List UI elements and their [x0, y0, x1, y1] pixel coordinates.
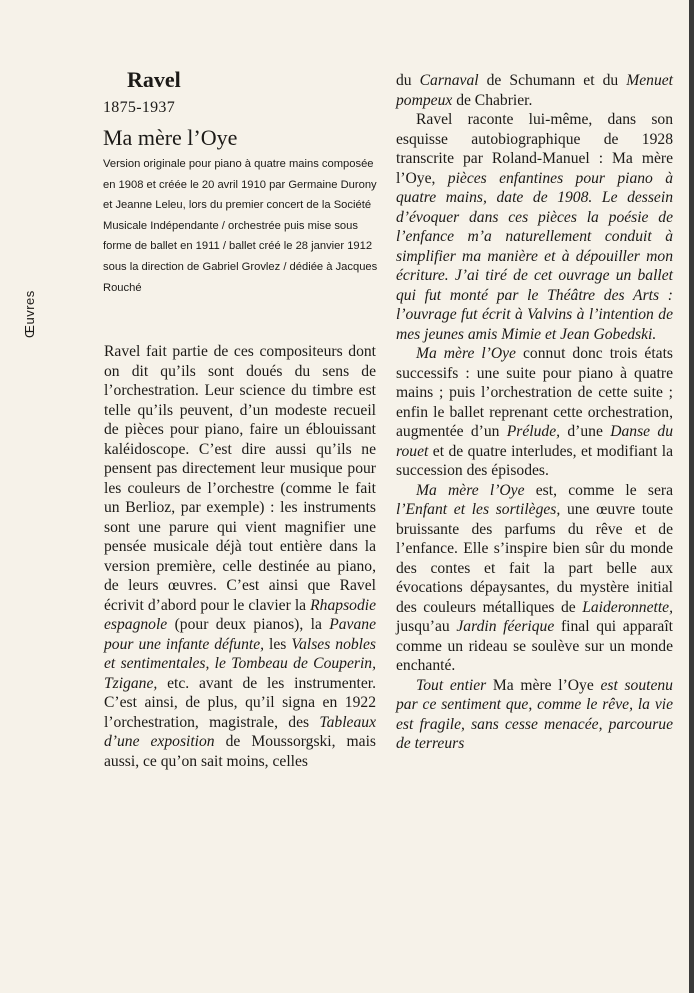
page-edge: [689, 0, 694, 993]
composer-name: Ravel: [127, 67, 181, 92]
text: etc. avant de les instrumenter. C’est ainsi, de plus, qu’il signa en 1922 l’orchestration, magistrale, des: [104, 674, 376, 731]
left-column: [104, 342, 376, 771]
italic-text: Danse du rouet: [396, 423, 673, 460]
text: de Schumann et du: [478, 72, 627, 89]
italic-text: Pavane pour une infante défunte,: [104, 616, 376, 653]
text: est, comme le sera: [524, 481, 673, 499]
text: jusqu’au: [396, 618, 457, 635]
italic-text: Rhapsodie espagnole: [104, 596, 376, 633]
italic-text: Laideronnette,: [582, 598, 673, 616]
work-header: [103, 66, 383, 298]
text: et de quatre interludes, et modifiant la succession des épisodes.: [396, 442, 673, 479]
paragraph: [396, 481, 673, 676]
work-title: Ma mère l’Oye: [103, 125, 238, 150]
italic-text: Ma mère l’Oye: [416, 481, 525, 499]
text: Ma mère l’Oye: [486, 676, 601, 694]
italic-text: Valses nobles et sentimentales, le Tombeau de Couperin, Tzigane,: [104, 635, 376, 692]
text: d’une: [560, 423, 611, 440]
italic-text: Ma mère l’Oye: [416, 345, 516, 362]
paragraph: [396, 676, 673, 754]
text: connut donc trois états successifs : une suite pour piano à quatre mains ; puis l’orchestration de cette suite ; enfin le ballet reprenant cette orchestration, augmentée d’un: [396, 345, 673, 440]
italic-text: Jardin féerique: [456, 618, 555, 635]
italic-text: l’Enfant et les sortilèges,: [396, 501, 561, 518]
text: du: [396, 72, 420, 89]
italic-text: Prélude,: [506, 423, 561, 440]
text: une œuvre toute bruissante des parfums du rêve et de l’enfance. Elle s’inspire bien sûr du monde des contes et fait la part belle aux évocations dépaysantes, du mystère initial des couleurs métalliques de: [396, 501, 673, 616]
composer-dates: 1875-1937: [103, 99, 176, 116]
paragraph: [396, 344, 673, 481]
text: (pour deux pianos), la: [167, 616, 330, 633]
paragraph: [104, 342, 376, 771]
right-column: [396, 71, 673, 754]
paragraph: [396, 110, 673, 344]
text: de Chabrier.: [452, 91, 533, 109]
italic-text: Carnaval: [419, 72, 479, 89]
text: les: [264, 635, 292, 653]
text: final qui apparaît comme un rideau se soulève sur un monde enchanté.: [396, 618, 674, 674]
italic-text: Tout entier: [416, 676, 487, 694]
section-label: Œuvres: [22, 290, 37, 338]
italic-text: Tableaux d’une exposition: [104, 713, 376, 750]
italic-quote: pièces enfantines pour piano à quatre mains, date de 1908. Le dessein d’évoquer dans ces pièces la poésie de l’enfance m’a naturellement conduit à simplifier ma manière et à dépouiller mon écriture. J’ai tiré de cet ouvrage un ballet qui fut monté par le Théâtre des Arts : l’ouvrage fut écrit à Valvins à l’intention de mes jeunes amis Mimie et Jean Gobedski.: [396, 169, 673, 343]
text: Ravel fait partie de ces compositeurs dont on dit qu’ils sont doués du sens de l’orchestration. Leur science du timbre est telle qu’ils peuvent, d’un modeste recueil de pièces pour piano, faire un éblouissant kaléidoscope. C’est dire aussi qu’ils ne pensent pas directement leur musique pour les couleurs de l’orchestre (comme le fait un Berlioz, par exemple) : les instruments sont une parure qui vient magnifier une pensée musicale déjà tout entière dans la version première, celle destinée au piano, de leurs œuvres. C’est ainsi que Ravel écrivit d’abord pour le clavier la: [104, 343, 376, 614]
text: Ravel raconte lui-même, dans son esquisse autobiographique de 1928 transcrite par Roland-Manuel : Ma mère l’Oye,: [396, 111, 673, 187]
italic-text: est soutenu par ce sentiment que, comme le rêve, la vie est fragile, sans cesse menacée, parcourue de terreurs: [396, 676, 673, 752]
paragraph: [396, 71, 673, 110]
work-details: Version originale pour piano à quatre mains composée en 1908 et créée le 20 avril 1910 par Germaine Durony et Jeanne Leleu, lors du premier concert de la Société Musicale Indépendante / orchestrée puis mise sous forme de ballet en 1911 / ballet créé le 28 janvier 1912 sous la direction de Gabriel Grovlez / dédiée à Jacques Rouché: [103, 158, 378, 294]
italic-text: Menuet pompeux: [396, 72, 674, 109]
text: de Moussorgski, mais aussi, ce qu’on sait moins, celles: [104, 733, 376, 770]
